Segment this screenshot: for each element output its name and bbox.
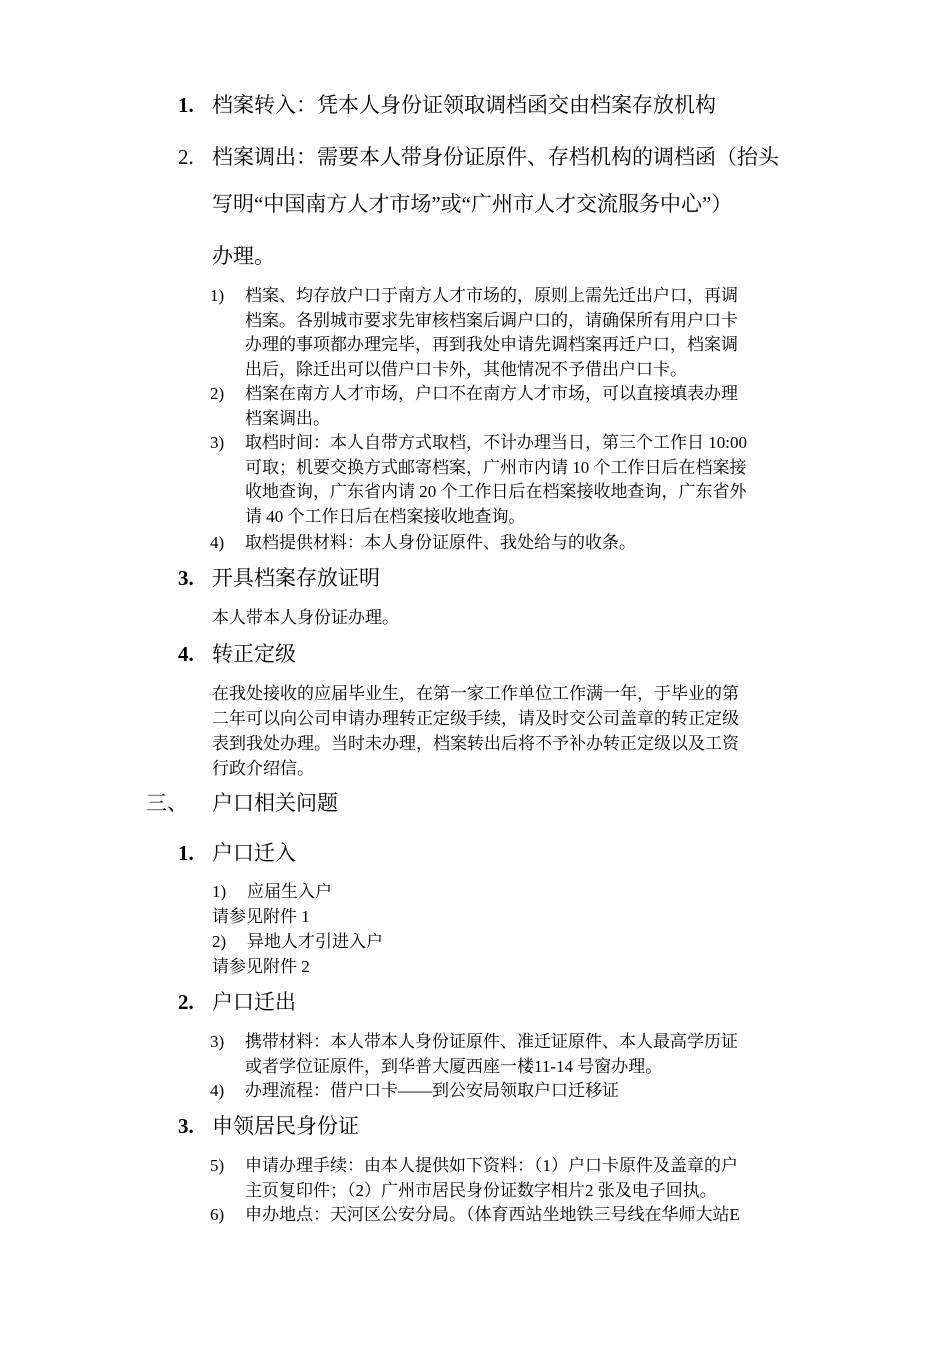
sub-item [210,382,810,431]
sub-item [210,1154,810,1203]
item-number: 4. [178,642,194,666]
sub-item [210,1203,810,1228]
item-title-line: 档案调出：需要本人带身份证原件、存档机构的调档函（抬头 [212,145,779,169]
sub-item [212,880,332,904]
archive-item-1 [178,91,716,119]
item-number: 2. [178,145,194,169]
reference-line: 请参见附件 1 [212,907,310,926]
sub-item [212,930,383,954]
item-body-line: 行政介绍信。 [212,759,314,778]
item-body-line: 在我处接收的应届毕业生，在第一家工作单位工作满一年，于毕业的第 [212,684,739,703]
sub-item-line: 申办地点：天河区公安分局。（体育西站坐地铁三号线在华师大站E [245,1205,740,1224]
item-number: 3. [178,566,194,590]
section-number: 三、 [146,791,188,815]
archive-item-4 [178,640,296,668]
archive-item-2 [178,143,779,171]
sub-item-marker: 6) [210,1205,225,1224]
sub-item-line: 办理的事项都办理完毕，再到我处申请先调档案再迁户口，档案调 [245,335,738,354]
item-title: 户口迁入 [212,841,296,865]
sub-item-line: 档案、均存放户口于南方人才市场的，原则上需先迁出户口，再调 [245,286,738,305]
item-title: 转正定级 [212,642,296,666]
item-title: 开具档案存放证明 [212,566,380,590]
item-title: 档案转入：凭本人身份证领取调档函交由档案存放机构 [212,93,716,117]
item-number: 1. [178,841,194,865]
sub-item-line: 取档提供材料：本人身份证原件、我处给与的收条。 [245,533,636,552]
item-body-line: 表到我处办理。当时未办理，档案转出后将不予补办转正定级以及工资 [212,734,739,753]
sub-item [210,1030,810,1079]
sub-item-line: 携带材料：本人带本人身份证原件、准迁证原件、本人最高学历证 [245,1032,738,1051]
item-number: 1. [178,93,194,117]
item-number: 3. [178,1114,194,1138]
sub-item-line: 或者学位证原件，到华普大厦西座一楼11-14 号窗办理。 [245,1056,663,1076]
sub-item-marker: 2) [210,384,225,403]
archive-item-3 [178,564,380,592]
sub-item-line: 主页复印件；（2）广州市居民身份证数字相片2 张及电子回执。 [245,1180,717,1200]
sub-item-line: 取档时间：本人自带方式取档，不计办理当日，第三个工作日 10:00 [245,433,747,452]
item-body-line: 二年可以向公司申请办理转正定级手续，请及时交公司盖章的转正定级 [212,709,739,728]
item-number: 2. [178,990,194,1014]
item-title: 户口迁出 [212,990,296,1014]
hukou-item-2 [178,988,296,1016]
sub-item-marker: 2) [212,932,227,951]
sub-item-line: 档案在南方人才市场，户口不在南方人才市场，可以直接填表办理 [245,384,738,403]
sub-item-line: 应届生入户 [247,882,332,901]
hukou-item-3 [178,1112,359,1140]
sub-item-marker: 5) [210,1156,225,1175]
section-title: 户口相关问题 [212,791,338,815]
sub-item [210,1079,810,1104]
sub-item-line: 可取；机要交换方式邮寄档案，广州市内请 10 个工作日后在档案接 [245,457,747,477]
sub-item-line: 收地查询，广东省内请 20 个工作日后在档案接收地查询，广东省外 [245,482,747,501]
item-title: 申领居民身份证 [212,1114,359,1138]
sub-item-marker: 3) [210,1032,225,1051]
sub-item-line: 请 40 个工作日后在档案接收地查询。 [245,506,526,526]
sub-item [210,284,810,382]
sub-item-marker: 3) [210,433,225,452]
sub-item-marker: 4) [210,1081,225,1100]
item-body-line: 本人带本人身份证办理。 [212,608,399,627]
sub-item-line: 档案。各别城市要求先审核档案后调户口的，请确保所有用户口卡 [245,310,738,330]
reference-line: 请参见附件 2 [212,957,310,976]
sub-item-marker: 4) [210,533,225,552]
sub-item-marker: 1) [210,286,225,305]
sub-item-marker: 1) [212,882,227,901]
sub-item-line: 出后，除迁出可以借户口卡外，其他情况不予借出户口卡。 [245,359,687,379]
sub-item-line: 异地人才引进入户 [247,932,383,951]
sub-item-line: 办理流程：借户口卡——到公安局领取户口迁移证 [245,1081,619,1100]
item-title-line: 写明“中国南方人才市场”或“广州市人才交流服务中心”） [212,192,733,216]
sub-item-line: 申请办理手续：由本人提供如下资料：（1）户口卡原件及盖章的户 [245,1156,738,1175]
hukou-item-1 [178,839,296,867]
sub-item-line: 档案调出。 [245,408,330,428]
item-title-line: 办理。 [212,244,275,268]
sub-item [210,531,810,556]
sub-item [210,431,810,529]
section-heading-hukou [146,789,338,817]
